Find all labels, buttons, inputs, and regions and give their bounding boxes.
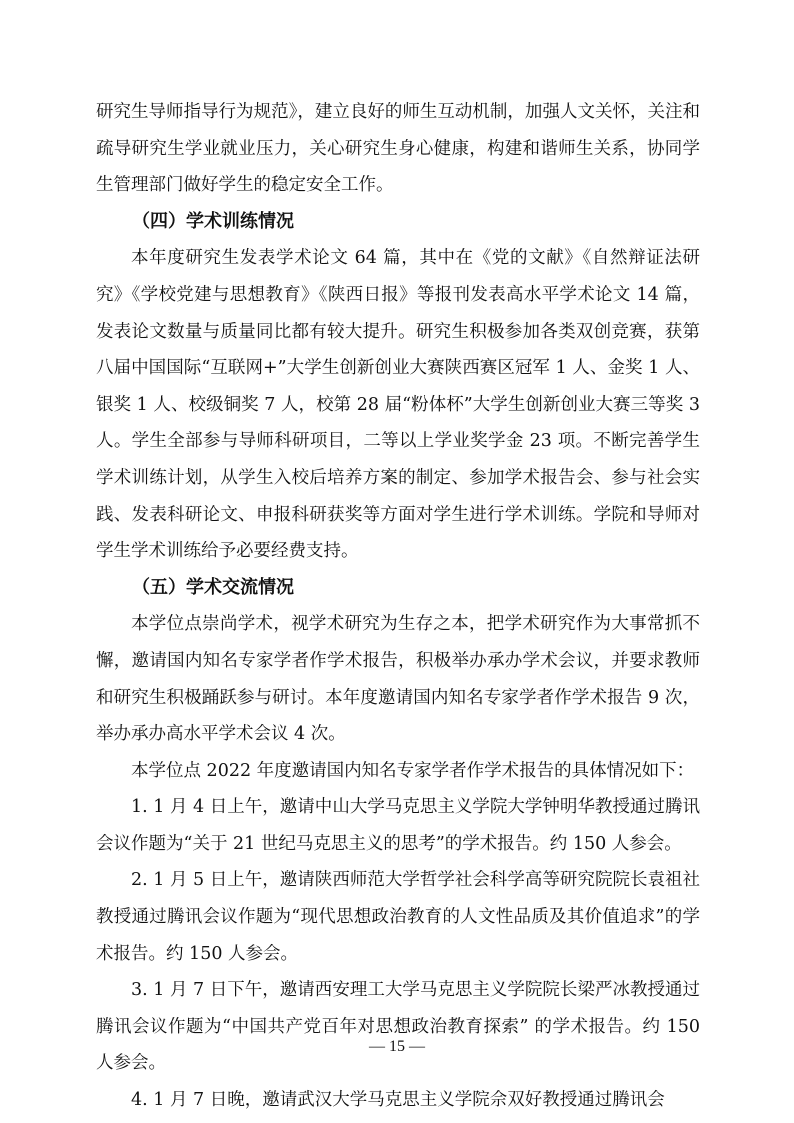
body-paragraph: 研究生导师指导行为规范》，建立良好的师生互动机制，加强人文关怀，关注和疏导研究生学业就业压力，关心研究生身心健康，构建和谐师生关系，协同学生管理部门做好学生的稳定安全工作。 [96, 102, 700, 196]
body-paragraph: 4. 1 月 7 日晚，邀请武汉大学马克思主义学院佘双好教授通过腾讯会 [131, 1090, 665, 1111]
body-paragraph: 3. 1 月 7 日下午，邀请西安理工大学马克思主义学院院长梁严冰教授通过腾讯会议作题为“中国共产党百年对思想政治教育探索” 的学术报告。约 150 人参会。 [96, 980, 700, 1074]
body-paragraph: 2. 1 月 5 日上午，邀请陕西师范大学哲学社会科学高等研究院院长袁祖社教授通过腾讯会议作题为“现代思想政治教育的人文性品质及其价值追求”的学术报告。约 150 人参会。 [96, 870, 700, 964]
page-number: — 15 — [369, 1038, 425, 1055]
body-paragraph: 本学位点 2022 年度邀请国内知名专家学者作学术报告的具体情况如下： [131, 760, 695, 781]
body-paragraph: 本年度研究生发表学术论文 64 篇，其中在《党的文献》《自然辩证法研究》《学校党建与思想教育》《陕西日报》等报刊发表高水平学术论文 14 篇，发表论文数量与质量同比都有较大提升。研究生积极参加各类双创竞赛，获第八届中国国际“互联网+”大学生创新创业大赛陕西赛区冠军 1 人、金奖 1 人、银奖 1 人、校级铜奖 7 人，校第 28 届“粉体杯”大学生创新创业大赛三等奖 3 人。学生全部参与导师科研项目，二等以上学业奖学金 23 项。不断完善学生学术训练计划，从学生入校后培养方案的制定、参加学术报告会、参与社会实践、发表科研论文、申报科研获奖等方面对学生进行学术训练。学院和导师对学生学术训练给予必要经费支持。 [96, 248, 700, 562]
body-paragraph: 1. 1 月 4 日上午，邀请中山大学马克思主义学院大学钟明华教授通过腾讯会议作题为“关于 21 世纪马克思主义的思考”的学术报告。约 150 人参会。 [96, 797, 700, 854]
section-heading: （四）学术训练情况 [132, 210, 294, 232]
section-heading: （五）学术交流情况 [132, 576, 294, 598]
body-paragraph: 本学位点崇尚学术，视学术研究为生存之本，把学术研究作为大事常抓不懈，邀请国内知名专家学者作学术报告，积极举办承办学术会议，并要求教师和研究生积极踊跃参与研讨。本年度邀请国内知名专家学者作学术报告 9 次，举办承办高水平学术会议 4 次。 [96, 614, 700, 745]
document-body [96, 94, 700, 1119]
